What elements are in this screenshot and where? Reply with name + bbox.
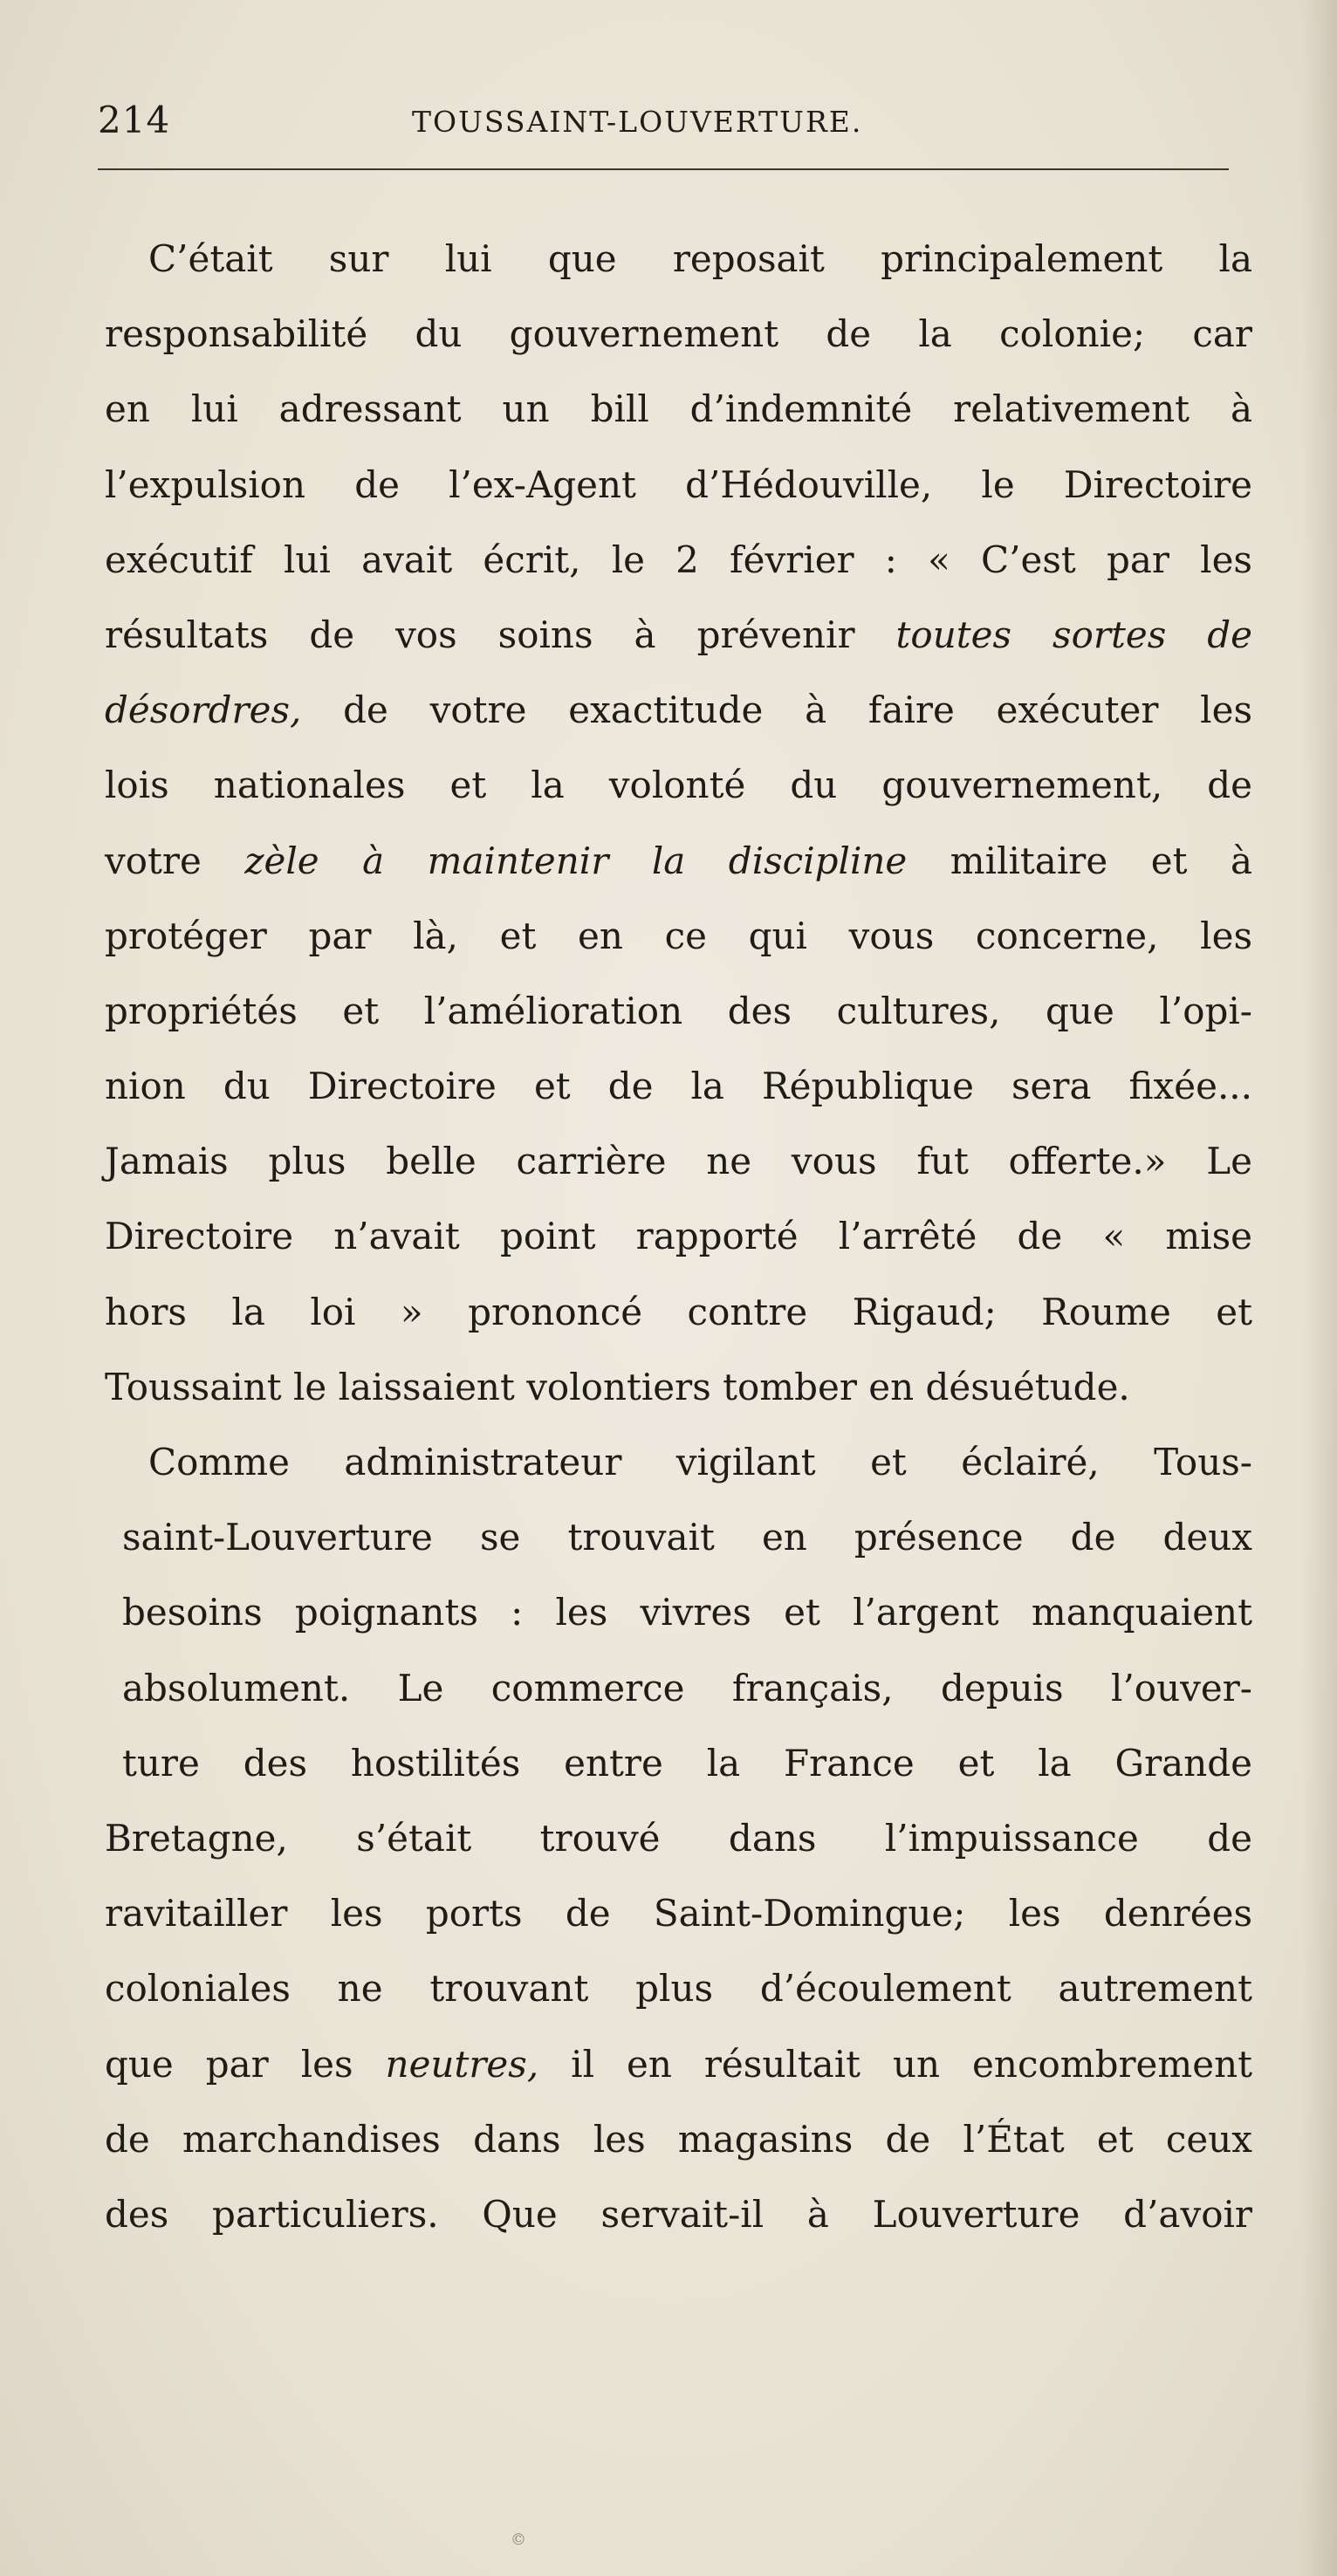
text-line: ture des hostilités entre la France et la Grande <box>122 1741 1252 1785</box>
page-mark: © <box>511 2531 526 2549</box>
text-line: saint-Louverture se trouvait en présence de deux <box>122 1516 1252 1559</box>
running-head <box>98 94 1232 147</box>
text-line: responsabilité du gouvernement de la colonie; car <box>105 312 1252 356</box>
text-line: résultats de vos soins à prévenir toutes sortes de <box>105 613 1253 656</box>
text-line: désordres, de votre exactitude à faire exécuter les <box>105 689 1252 732</box>
italic-text: désordres, <box>105 689 302 732</box>
text-line: coloniales ne trouvant plus d’écoulement autrement <box>105 1967 1252 2011</box>
text-line: que par les neutres, il en résultait un encombrement <box>105 2042 1253 2086</box>
italic-text: zèle à maintenir la discipline <box>244 839 908 882</box>
text-line: besoins poignants : les vivres et l’argent manquaient <box>122 1591 1252 1634</box>
text-line: Directoire n’avait point rapporté l’arrêté de « mise <box>105 1215 1252 1258</box>
text-line: protéger par là, et en ce qui vous concerne, les <box>105 914 1252 957</box>
text-line: C’était sur lui que reposait principalement la <box>148 237 1252 280</box>
text-line: Bretagne, s’était trouvé dans l’impuissance de <box>105 1816 1252 1860</box>
text-line: exécutif lui avait écrit, le 2 février : « C’est par les <box>105 538 1252 581</box>
text-line: Jamais plus belle carrière ne vous fut offerte.» Le <box>105 1140 1252 1183</box>
text-line: Toussaint le laissaient volontiers tomber en désuétude. <box>105 1365 1130 1408</box>
text-line: l’expulsion de l’ex-Agent d’Hédouville, le Directoire <box>105 462 1252 506</box>
text-line: absolument. Le commerce français, depuis l’ouver- <box>122 1666 1252 1709</box>
text-line: des particuliers. Que servait-il à Louverture d’avoir <box>105 2192 1252 2236</box>
text-line: en lui adressant un bill d’indemnité relativement à <box>105 387 1252 431</box>
header-rule <box>98 168 1229 170</box>
text-line: propriétés et l’amélioration des cultures, que l’opi- <box>105 989 1252 1032</box>
text-line: lois nationales et la volonté du gouvernement, de <box>105 764 1252 807</box>
text-line: votre zèle à maintenir la discipline militaire et à <box>105 839 1253 882</box>
running-title: TOUSSAINT-LOUVERTURE. <box>412 105 863 139</box>
text-line: ravitailler les ports de Saint-Domingue; les denrées <box>105 1892 1252 1935</box>
text-line: nion du Directoire et de la République sera fixée... <box>105 1065 1252 1108</box>
text-line: hors la loi » prononcé contre Rigaud; Roume et <box>105 1290 1252 1333</box>
body-text <box>105 222 1252 2252</box>
text-line: de marchandises dans les magasins de l’État et ceux <box>105 2117 1252 2161</box>
italic-text: neutres, <box>385 2042 539 2086</box>
page-number: 214 <box>98 99 171 141</box>
text-line: Comme administrateur vigilant et éclairé, Tous- <box>148 1441 1252 1483</box>
italic-text: toutes sortes de <box>895 613 1253 656</box>
